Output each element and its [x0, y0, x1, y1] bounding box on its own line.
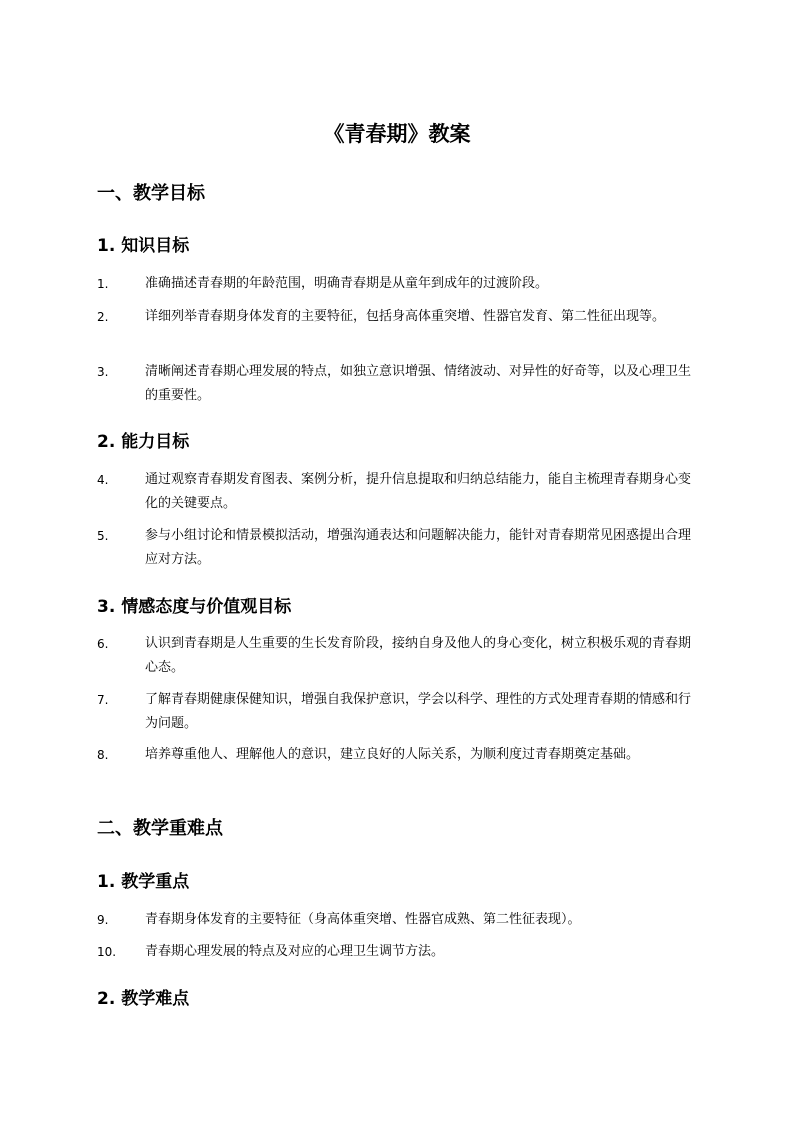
- subsection-heading-difficult-points: 2. 教学难点: [97, 989, 190, 1009]
- list-item-number: 7.: [97, 693, 109, 707]
- list-item: [97, 908, 697, 932]
- list-item: [97, 688, 697, 736]
- document-title: 《青春期》教案: [323, 122, 471, 146]
- list-item-number: 2.: [97, 310, 109, 324]
- list-item-text: 详细列举青春期身体发育的主要特征，包括身高体重突增、性器官发育、第二性征出现等。: [145, 309, 666, 324]
- list-item-text: 清晰阐述青春期心理发展的特点，如独立意识增强、情绪波动、对异性的好奇等，以及心理卫生的重要性。: [145, 364, 692, 403]
- list-item-text: 参与小组讨论和情景模拟活动，增强沟通表达和问题解决能力，能针对青春期常见困惑提出合理应对方法。: [145, 528, 692, 567]
- list-item: [97, 272, 697, 296]
- subsection-heading-ability-goals: 2. 能力目标: [97, 432, 190, 452]
- list-item: [97, 632, 697, 680]
- list-item-number: 9.: [97, 913, 109, 927]
- list-item: [97, 743, 697, 767]
- list-item-number: 8.: [97, 748, 109, 762]
- list-item: [97, 940, 697, 964]
- list-item: [97, 305, 697, 329]
- subsection-heading-attitude-values-goals: 3. 情感态度与价值观目标: [97, 597, 292, 617]
- list-item-text: 了解青春期健康保健知识，增强自我保护意识，学会以科学、理性的方式处理青春期的情感和行为问题。: [145, 692, 692, 731]
- list-item: [97, 360, 697, 408]
- subsection-heading-key-points: 1. 教学重点: [97, 872, 190, 892]
- list-item-number: 5.: [97, 529, 109, 543]
- list-item-number: 1.: [97, 277, 109, 291]
- list-item-text: 培养尊重他人、理解他人的意识，建立良好的人际关系，为顺利度过青春期奠定基础。: [145, 747, 640, 762]
- list-item-text: 认识到青春期是人生重要的生长发育阶段，接纳自身及他人的身心变化，树立积极乐观的青春期心态。: [145, 636, 692, 675]
- subsection-heading-knowledge-goals: 1. 知识目标: [97, 236, 190, 256]
- list-item-text: 通过观察青春期发育图表、案例分析，提升信息提取和归纳总结能力，能自主梳理青春期身心变化的关键要点。: [145, 472, 692, 511]
- list-item: [97, 524, 697, 572]
- list-item: [97, 468, 697, 516]
- section-heading-teaching-goals: 一、教学目标: [97, 183, 205, 204]
- list-item-number: 6.: [97, 637, 109, 651]
- list-item-number: 10.: [97, 945, 117, 959]
- list-item-text: 青春期身体发育的主要特征（身高体重突增、性器官成熟、第二性征表现）。: [145, 912, 581, 927]
- list-item-text: 准确描述青春期的年龄范围，明确青春期是从童年到成年的过渡阶段。: [145, 276, 549, 291]
- section-heading-key-difficult-points: 二、教学重难点: [97, 818, 223, 839]
- list-item-number: 4.: [97, 473, 109, 487]
- list-item-text: 青春期心理发展的特点及对应的心理卫生调节方法。: [145, 944, 445, 959]
- list-item-number: 3.: [97, 365, 109, 379]
